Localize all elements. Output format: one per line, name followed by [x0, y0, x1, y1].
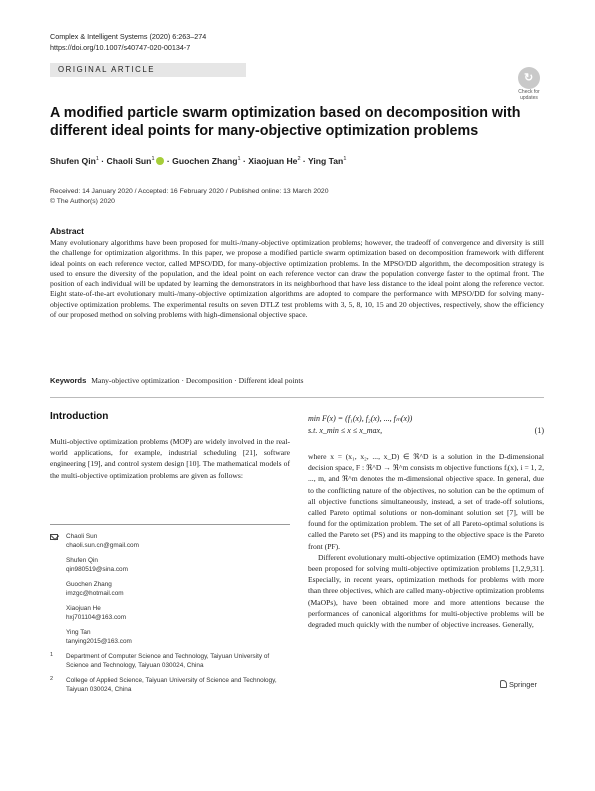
right-column-text — [308, 451, 544, 630]
contact-entry: Guochen Zhang imzgc@hotmail.com — [50, 580, 290, 598]
paper-title: A modified particle swarm optimization based on decomposition with different ideal points for many-objective optimization problems — [50, 105, 521, 139]
copyright: © The Author(s) 2020 — [50, 197, 115, 205]
paragraph: Different evolutionary multi-objective optimization (EMO) methods have been proposed for solving multi-objective optimization problems [1,2,9,31]. Especially, in recent years, optimization methods for problems with more than three objectives, which are called many-objective optimization problems (MaOPs), have been obtained more and more attentions because the performances of canonical algorithms for multi-objective problems will be degraded much quickly with the number of objective increases. Generally, — [308, 552, 544, 630]
doi-link[interactable]: https://doi.org/10.1007/s40747-020-00134-7 — [50, 43, 191, 52]
check-for-updates-badge[interactable]: ↻ Check for updates — [513, 67, 545, 101]
equation-number: (1) — [534, 426, 544, 435]
contact-footnotes — [50, 532, 290, 694]
email-link[interactable]: tanying2015@163.com — [66, 638, 132, 645]
affiliation: 2 College of Applied Science, Taiyuan University of Science and Technology, Taiyuan 030024, China — [50, 676, 277, 693]
journal-citation: Complex & Intelligent Systems (2020) 6:263–274 — [50, 32, 207, 41]
contact-entry: Xiaojuan He hxj701104@163.com — [50, 604, 290, 622]
author[interactable]: Ying Tan — [307, 156, 344, 166]
section-divider — [50, 397, 544, 398]
paragraph: where x = (x₁, x₂, ..., x_D) ∈ ℜ^D is a solution in the D-dimensional decision space, F : ℜ^D → ℜ^m consists m objective functions fᵢ(x), i = 1, 2, ..., m, and ℜ^m denotes the m-dimensional objective space. In general, due to the conflicting nature of the objectives, no solution can be the optimum of all objective functions simultaneously, instead, a set of trade-off solutions, called Pareto optimal solutions or non-dominant solution set [7], will be found for the optimization problem. The set of all Pareto-optimal solutions is called the Pareto set (PS) and its mapping to the objective space is the Pareto front (PF). — [308, 452, 544, 551]
email-link[interactable]: hxj701104@163.com — [66, 614, 127, 621]
email-link[interactable]: imzgc@hotmail.com — [66, 590, 124, 597]
author[interactable]: Guochen Zhang — [172, 156, 238, 166]
abstract-heading: Abstract — [50, 226, 84, 236]
author[interactable]: Shufen Qin — [50, 156, 96, 166]
equation-line: min F(x) = (f₁(x), f₂(x), ..., fₘ(x)) — [308, 414, 413, 423]
introduction-heading: Introduction — [50, 411, 109, 422]
author[interactable]: Chaoli Sun — [106, 156, 152, 166]
article-type-banner: ORIGINAL ARTICLE — [50, 63, 246, 77]
keywords-label: Keywords — [50, 376, 87, 385]
keywords — [50, 376, 303, 385]
equation-1 — [308, 413, 544, 437]
journal-info — [50, 31, 206, 53]
footnote-rule — [50, 524, 290, 525]
email-link[interactable]: qin980519@sina.com — [66, 566, 128, 573]
email-link[interactable]: chaoli.sun.cn@gmail.com — [66, 542, 139, 549]
publication-dates: Received: 14 January 2020 / Accepted: 16 February 2020 / Published online: 13 March 2020 © The Author(s) 2020 — [50, 188, 329, 205]
author[interactable]: Xiaojuan He — [248, 156, 298, 166]
equation-line: s.t. x_min ≤ x ≤ x_max, — [308, 426, 383, 435]
keywords-text: Many-objective optimization · Decomposition · Different ideal points — [91, 376, 304, 385]
contact-entry: Chaoli Sun chaoli.sun.cn@gmail.com — [50, 532, 290, 550]
affiliation: 1 Department of Computer Science and Technology, Taiyuan University of Science and Technology, Taiyuan 030024, China — [50, 652, 270, 669]
publisher-logo: Springer — [500, 680, 537, 689]
introduction-paragraph: Multi-objective optimization problems (MOP) are widely involved in the real-world applications, for example, industrial scheduling [21], software engineering [19], and control system design [10]. The mathematical models of the multi-objective optimization problems are given as follows: — [50, 437, 290, 480]
abstract-text: Many evolutionary algorithms have been proposed for multi-/many-objective optimization problems; however, the tradeoff of convergence and diversity is still the challenge for optimization algorithms. In this paper, we propose a modified particle swarm optimization based on decomposition framework with different ideal points on each reference vector, called MPSO/DD, for many-objective optimization problems. In the MPSO/DD algorithm, the decomposition strategy is used to ensure the diversity of the population, and the ideal point on each reference vector can draw the population converge faster to the optimal front. The position of each individual will be updated by learning the demonstrators in its neighborhood that have less distance to the ideal point along the reference vector. Eight state-of-the-art evolutionary multi-/many-objective optimization algorithms are adopted to compare the performance with MPSO/DD for solving many-objective optimization problems. The experimental results on seven DTLZ test problems with 3, 5, 8, 10, 15 and 20 objectives, respectively, show the efficiency of our proposed method on solving problems with high-dimensional objective space. — [50, 238, 544, 320]
envelope-icon — [50, 534, 58, 540]
contact-entry: Shufen Qin qin980519@sina.com — [50, 556, 290, 574]
springer-horse-icon — [500, 680, 507, 688]
check-updates-icon: ↻ — [518, 67, 540, 89]
contact-entry: Ying Tan tanying2015@163.com — [50, 628, 290, 646]
author-list: Shufen Qin$^1$ · Chaoli Sun$^1$ · Guochen Zhang$^1$ · Xiaojuan $He^2$ · Ying Tan$^1$ — [50, 156, 347, 166]
orcid-icon[interactable] — [156, 157, 164, 165]
